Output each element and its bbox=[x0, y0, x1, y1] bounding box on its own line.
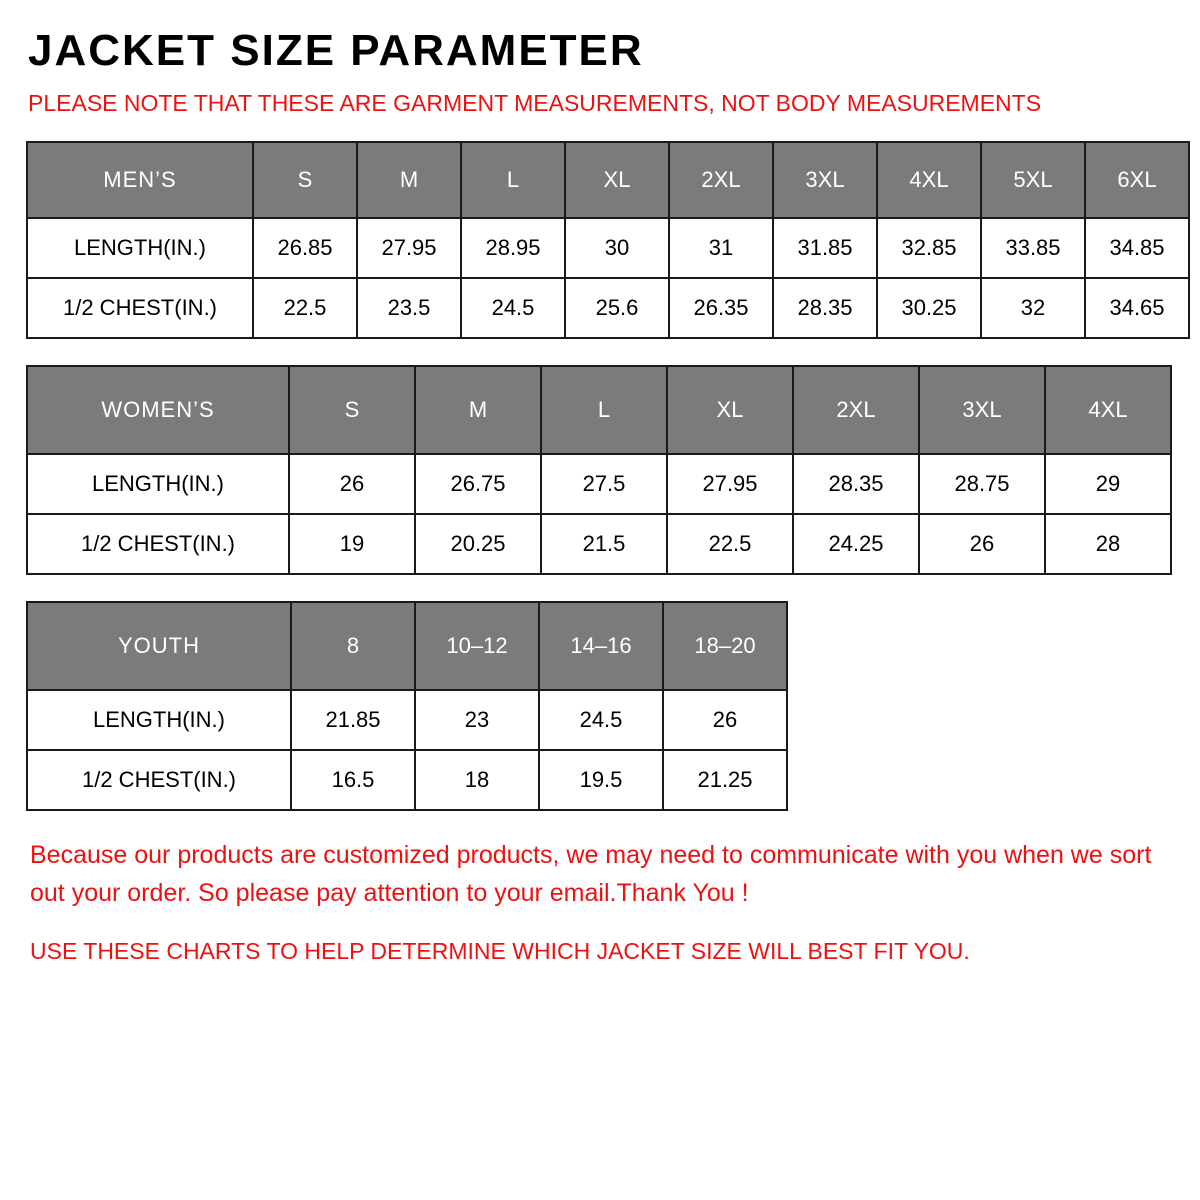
header-cell-size: XL bbox=[667, 366, 793, 454]
table-header-row bbox=[27, 602, 787, 690]
row-label: LENGTH(IN.) bbox=[27, 218, 253, 278]
header-cell-size: 5XL bbox=[981, 142, 1085, 218]
header-cell-size: 18–20 bbox=[663, 602, 787, 690]
data-cell: 28 bbox=[1045, 514, 1171, 574]
header-cell-size: XL bbox=[565, 142, 669, 218]
data-cell: 19 bbox=[289, 514, 415, 574]
page-title: JACKET SIZE PARAMETER bbox=[28, 26, 644, 75]
data-cell: 30.25 bbox=[877, 278, 981, 338]
header-cell-size: 8 bbox=[291, 602, 415, 690]
data-cell: 24.5 bbox=[539, 690, 663, 750]
row-label: LENGTH(IN.) bbox=[27, 454, 289, 514]
data-cell: 28.35 bbox=[793, 454, 919, 514]
data-cell: 34.65 bbox=[1085, 278, 1189, 338]
data-cell: 23 bbox=[415, 690, 539, 750]
data-cell: 32.85 bbox=[877, 218, 981, 278]
mens-size-table bbox=[26, 141, 1190, 339]
header-cell-size: M bbox=[415, 366, 541, 454]
data-cell: 33.85 bbox=[981, 218, 1085, 278]
data-cell: 24.5 bbox=[461, 278, 565, 338]
data-cell: 26 bbox=[663, 690, 787, 750]
data-cell: 26.85 bbox=[253, 218, 357, 278]
chart-usage-note: USE THESE CHARTS TO HELP DETERMINE WHICH JACKET SIZE WILL BEST FIT YOU. bbox=[30, 938, 970, 965]
header-cell-category: WOMEN’S bbox=[27, 366, 289, 454]
table-row bbox=[27, 750, 787, 810]
data-cell: 28.35 bbox=[773, 278, 877, 338]
data-cell: 27.95 bbox=[667, 454, 793, 514]
data-cell: 24.25 bbox=[793, 514, 919, 574]
data-cell: 26 bbox=[289, 454, 415, 514]
header-cell-category: MEN’S bbox=[27, 142, 253, 218]
table-row bbox=[27, 218, 1189, 278]
data-cell: 25.6 bbox=[565, 278, 669, 338]
row-label: 1/2 CHEST(IN.) bbox=[27, 750, 291, 810]
garment-measurement-note: PLEASE NOTE THAT THESE ARE GARMENT MEASUREMENTS, NOT BODY MEASUREMENTS bbox=[28, 90, 1042, 117]
youth-size-table bbox=[26, 601, 788, 811]
header-cell-size: 14–16 bbox=[539, 602, 663, 690]
data-cell: 21.25 bbox=[663, 750, 787, 810]
data-cell: 21.5 bbox=[541, 514, 667, 574]
row-label: 1/2 CHEST(IN.) bbox=[27, 278, 253, 338]
header-cell-size: M bbox=[357, 142, 461, 218]
header-cell-size: L bbox=[461, 142, 565, 218]
header-cell-size: S bbox=[253, 142, 357, 218]
data-cell: 22.5 bbox=[667, 514, 793, 574]
data-cell: 18 bbox=[415, 750, 539, 810]
header-cell-size: 4XL bbox=[1045, 366, 1171, 454]
data-cell: 29 bbox=[1045, 454, 1171, 514]
data-cell: 20.25 bbox=[415, 514, 541, 574]
table-row bbox=[27, 690, 787, 750]
table-header-row bbox=[27, 366, 1171, 454]
womens-size-table bbox=[26, 365, 1172, 575]
data-cell: 26 bbox=[919, 514, 1045, 574]
row-label: 1/2 CHEST(IN.) bbox=[27, 514, 289, 574]
data-cell: 32 bbox=[981, 278, 1085, 338]
header-cell-size: L bbox=[541, 366, 667, 454]
header-cell-size: 4XL bbox=[877, 142, 981, 218]
header-cell-size: 3XL bbox=[773, 142, 877, 218]
data-cell: 26.75 bbox=[415, 454, 541, 514]
data-cell: 28.75 bbox=[919, 454, 1045, 514]
data-cell: 19.5 bbox=[539, 750, 663, 810]
data-cell: 31.85 bbox=[773, 218, 877, 278]
row-label: LENGTH(IN.) bbox=[27, 690, 291, 750]
data-cell: 27.5 bbox=[541, 454, 667, 514]
table-row bbox=[27, 514, 1171, 574]
data-cell: 22.5 bbox=[253, 278, 357, 338]
table-row bbox=[27, 278, 1189, 338]
data-cell: 26.35 bbox=[669, 278, 773, 338]
data-cell: 16.5 bbox=[291, 750, 415, 810]
header-cell-size: 10–12 bbox=[415, 602, 539, 690]
table-header-row bbox=[27, 142, 1189, 218]
customization-note: Because our products are customized products, we may need to communicate with you when we sort out your order. So please pay attention to your email.Thank You ! bbox=[30, 841, 1152, 907]
data-cell: 23.5 bbox=[357, 278, 461, 338]
data-cell: 34.85 bbox=[1085, 218, 1189, 278]
data-cell: 27.95 bbox=[357, 218, 461, 278]
data-cell: 28.95 bbox=[461, 218, 565, 278]
data-cell: 31 bbox=[669, 218, 773, 278]
header-cell-size: 2XL bbox=[793, 366, 919, 454]
data-cell: 30 bbox=[565, 218, 669, 278]
header-cell-size: 2XL bbox=[669, 142, 773, 218]
table-row bbox=[27, 454, 1171, 514]
header-cell-size: 3XL bbox=[919, 366, 1045, 454]
header-cell-category: YOUTH bbox=[27, 602, 291, 690]
header-cell-size: S bbox=[289, 366, 415, 454]
header-cell-size: 6XL bbox=[1085, 142, 1189, 218]
data-cell: 21.85 bbox=[291, 690, 415, 750]
